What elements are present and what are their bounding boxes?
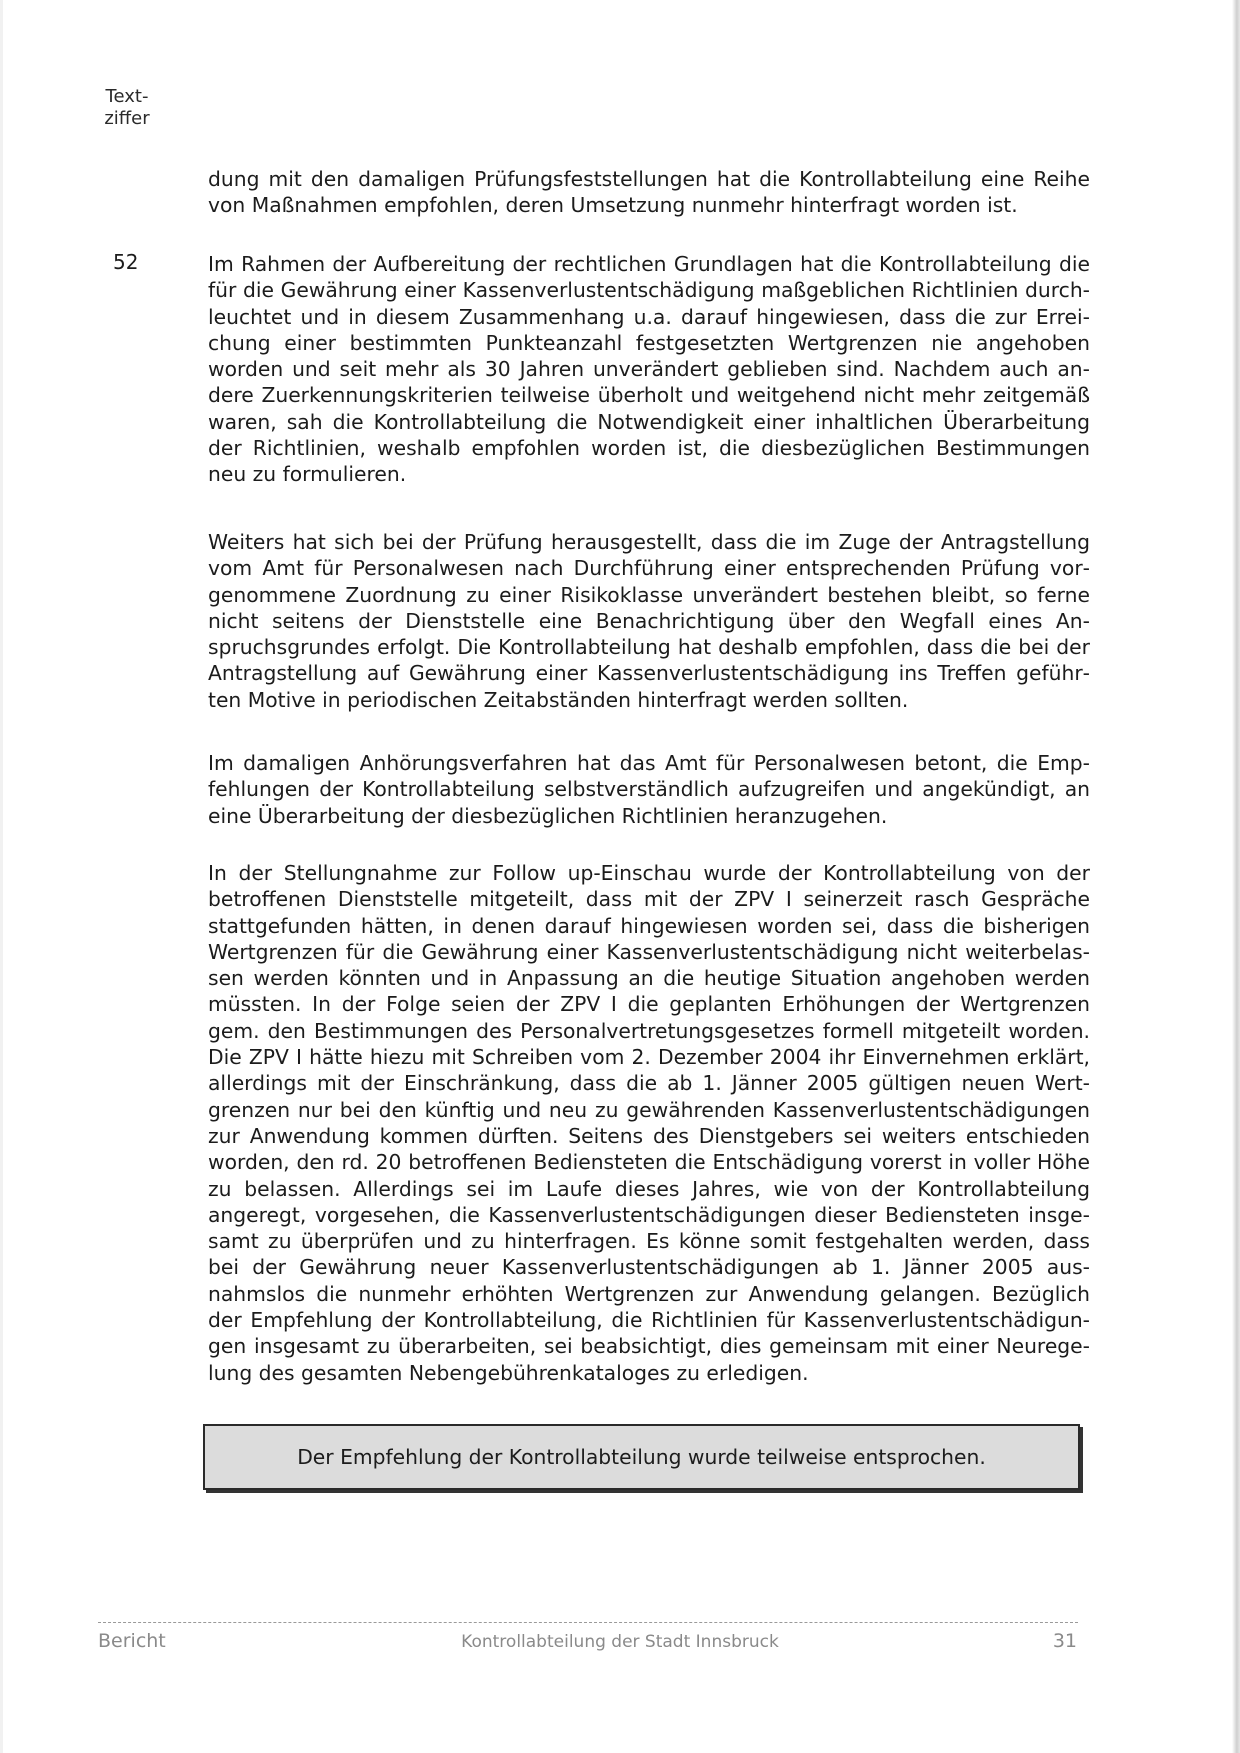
paragraph-continuation: dung mit den damaligen Prüfungsfeststellungen hat die Kontrollabteilung eine Reihe von Maßnahmen empfohlen, deren Umsetzung nunmehr hinterfragt worden ist. bbox=[208, 167, 1090, 218]
footer-organization: Kontrollabteilung der Stadt Innsbruck bbox=[461, 1632, 779, 1652]
scan-edge-right bbox=[1232, 0, 1240, 1753]
recommendation-result-box bbox=[203, 1424, 1080, 1490]
footer-divider bbox=[98, 1622, 1078, 1623]
section-number: 52 bbox=[113, 250, 139, 274]
scan-edge-left bbox=[0, 0, 3, 1753]
margin-label-line1: Text- bbox=[105, 86, 149, 107]
margin-label-line2: ziffer bbox=[104, 108, 150, 129]
paragraph-follow-up-statement: In der Stellungnahme zur Follow up-Einschau wurde der Kontrollabteilung von der betroffenen Dienststelle mitgeteilt, dass mit der ZPV I seinerzeit rasch Gespräche stattgefunden hätten, in denen darauf hingewiesen worden sei, dass die bisherigen Wertgrenzen für die Gewährung einer Kassenverlustentschädigung nicht weiterbelassen werden könnten und in Anpassung an die heutige Situation angehoben werden müssten. In der Folge seien der ZPV I die geplanten Erhöhungen der Wertgrenzen gem. den Bestimmungen des Personalvertretungsgesetzes formell mitgeteilt worden. Die ZPV I hätte hiezu mit Schreiben vom 2. Dezember 2004 ihr Einvernehmen erklärt, allerdings mit der Einschränkung, dass die ab 1. Jänner 2005 gültigen neuen Wertgrenzen nur bei den künftig und neu zu gewährenden Kassenverlustentschädigungen zur Anwendung kommen dürften. Seitens des Dienstgebers sei weiters entschieden worden, den rd. 20 betroffenen Bediensteten die Entschädigung vorerst in voller Höhe zu belassen. Allerdings sei im Laufe dieses Jahres, wie von der Kontrollabteilung angeregt, vorgesehen, die Kassenverlustentschädigungen dieser Bediensteten insgesamt zu überprüfen und zu hinterfragen. Es könne somit festgehalten werden, dass bei der Gewährung neuer Kassenverlustentschädigungen ab 1. Jänner 2005 ausnahmslos die nunmehr erhöhten Wertgrenzen zur Anwendung gelangen. Bezüglich der Empfehlung der Kontrollabteilung, die Richtlinien für Kassenverlustentschädigungen insgesamt zu überarbeiten, sei beabsichtigt, dies gemeinsam mit einer Neuregelung des gesamten Nebengebührenkataloges zu erledigen. bbox=[208, 861, 1090, 1385]
paragraph-hearing: Im damaligen Anhörungsverfahren hat das Amt für Personalwesen betont, die Empfehlungen der Kontrollabteilung selbstverständlich aufzugreifen und angekündigt, an eine Überarbeitung der diesbezüglichen Richtlinien heranzugehen. bbox=[208, 751, 1090, 828]
paragraph-guidelines-review: Im Rahmen der Aufbereitung der rechtlichen Grundlagen hat die Kontrollabteilung die für die Gewährung einer Kassenverlustentschädigung maßgeblichen Richtlinien durchleuchtet und in diesem Zusammenhang u.a. darauf hingewiesen, dass die zur Erreichung einer bestimmten Punkteanzahl festgesetzten Wertgrenzen nie angehoben worden und seit mehr als 30 Jahren unverändert geblieben sind. Nachdem auch andere Zuerkennungskriterien teilweise überholt und weitgehend nicht mehr zeitgemäß waren, sah die Kontrollabteilung die Notwendigkeit einer inhaltlichen Überarbeitung der Richtlinien, weshalb empfohlen worden ist, die diesbezüglichen Bestimmungen neu zu formulieren. bbox=[208, 252, 1090, 487]
paragraph-risk-class: Weiters hat sich bei der Prüfung herausgestellt, dass die im Zuge der Antragstellung vom Amt für Personalwesen nach Durchführung einer entsprechenden Prüfung vorgenommene Zuordnung zu einer Risikoklasse unverändert bestehen bleibt, so ferne nicht seitens der Dienststelle eine Benachrichtigung über den Wegfall eines Anspruchsgrundes erfolgt. Die Kontrollabteilung hat deshalb empfohlen, dass die bei der Antragstellung auf Gewährung einer Kassenverlustentschädigung ins Treffen geführten Motive in periodischen Zeitabständen hinterfragt werden sollten. bbox=[208, 530, 1090, 712]
recommendation-result-text: Der Empfehlung der Kontrollabteilung wurde teilweise entsprochen. bbox=[297, 1445, 986, 1469]
footer-report-label: Bericht bbox=[98, 1630, 166, 1652]
page-number: 31 bbox=[1052, 1630, 1077, 1652]
margin-label-textziffer bbox=[101, 86, 153, 130]
